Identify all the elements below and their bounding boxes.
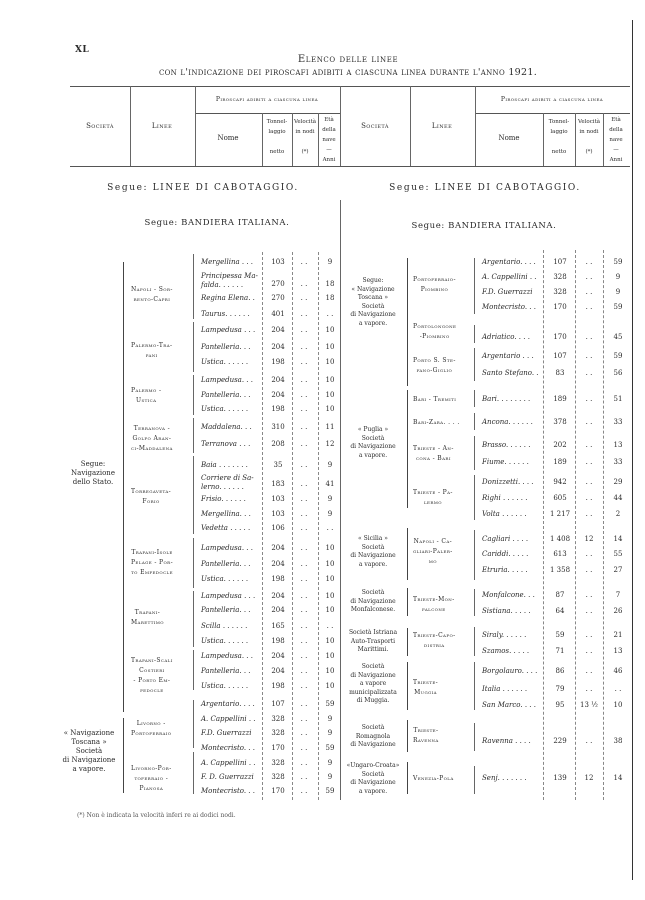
right-line-11: Trieste- Muggia xyxy=(413,679,439,696)
row-ton: 183 xyxy=(271,480,285,488)
row-ton: 204 xyxy=(271,667,285,675)
row-eta: 10 xyxy=(325,343,335,351)
row-name: Lampedusa . . . xyxy=(201,592,256,600)
row-vel: . . xyxy=(300,495,308,503)
row-name: F. D. Guerrazzi xyxy=(201,773,254,781)
row-vel: . . xyxy=(585,591,593,599)
row-eta: 13 xyxy=(613,441,623,449)
row-name: Ustica. . . . . . xyxy=(201,682,249,690)
row-name: Monfalcone. . . xyxy=(482,591,535,599)
header-nome: Nome xyxy=(217,134,239,142)
row-ton: 71 xyxy=(555,647,565,655)
row-vel: . . xyxy=(300,258,308,266)
row-ton: 170 xyxy=(553,303,567,311)
header-eta: Età della nave — Anni xyxy=(322,117,336,163)
row-ton: 1 408 xyxy=(549,535,571,543)
row-ton: 189 xyxy=(553,395,567,403)
row-name: Pantelleria. . . xyxy=(201,606,251,614)
row-name: Righi . . . . . . xyxy=(482,494,528,502)
row-vel: . . xyxy=(300,376,308,384)
row-name: Ustica. . . . . . xyxy=(201,405,249,413)
row-name: Pantelleria. . . xyxy=(201,391,251,399)
row-name: Frisio. . . . . . xyxy=(201,495,246,503)
row-vel: . . xyxy=(300,729,308,737)
row-ton: 204 xyxy=(271,592,285,600)
row-name: Cagliari . . . . xyxy=(482,535,529,543)
row-vel: . . xyxy=(585,510,593,518)
row-eta: 14 xyxy=(613,535,623,543)
row-name: Montecristo. . . xyxy=(482,303,536,311)
row-name: Ravenna . . . . xyxy=(482,737,531,745)
row-name: Lampedusa . . . xyxy=(201,326,256,334)
row-ton: 270 xyxy=(271,294,285,302)
row-vel: . . xyxy=(300,461,308,469)
row-vel: . . xyxy=(300,440,308,448)
right-line-5: Bari-Zara. . . . xyxy=(413,419,460,426)
row-vel: . . xyxy=(585,566,593,574)
row-vel: . . xyxy=(300,294,308,302)
row-name: Maddalena. . . xyxy=(201,423,252,431)
row-name: Bari. . . . . . . . xyxy=(482,395,531,403)
row-vel: . . xyxy=(300,524,308,532)
row-vel: . . xyxy=(300,667,308,675)
right-line-9: Trieste-Mon- falcone xyxy=(413,596,455,613)
right-society-5: Società Istriana Auto-Trasporti Marittimi. xyxy=(348,629,398,653)
right-society-1: Segue: « Navigazione Toscana » Società di Navigazione a vapore. xyxy=(350,277,396,327)
row-name: Cariddi. . . . . xyxy=(482,550,529,558)
row-vel: . . xyxy=(300,575,308,583)
row-name: Lampedusa. . . xyxy=(201,652,253,660)
row-vel: . . xyxy=(585,303,593,311)
right-group-rule xyxy=(475,113,630,114)
row-vel: . . xyxy=(300,787,308,795)
row-ton: 613 xyxy=(553,550,567,558)
row-eta: 9 xyxy=(327,729,333,737)
row-eta: 9 xyxy=(327,759,333,767)
row-vel: . . xyxy=(585,258,593,266)
row-ton: 328 xyxy=(271,729,285,737)
row-name: Taurus. . . . . . xyxy=(201,310,250,318)
row-name: Pantelleria. . . xyxy=(201,667,251,675)
row-name: Szamos. . . . . xyxy=(482,647,530,655)
row-ton: 204 xyxy=(271,391,285,399)
row-vel: . . xyxy=(300,622,308,630)
row-ton: 170 xyxy=(271,787,285,795)
row-ton: 204 xyxy=(271,606,285,614)
header-nome-right: Nome xyxy=(498,134,520,142)
row-ton: 328 xyxy=(271,715,285,723)
row-eta: 9 xyxy=(327,510,333,518)
row-name: Montecristo. . . xyxy=(201,787,255,795)
row-eta: 59 xyxy=(325,787,335,795)
row-ton: 204 xyxy=(271,343,285,351)
row-ton: 64 xyxy=(555,607,565,615)
right-line-3: Porto S. Ste- fano-Giglio xyxy=(413,357,456,374)
row-vel: . . xyxy=(300,637,308,645)
row-ton: 204 xyxy=(271,326,285,334)
row-ton: 170 xyxy=(271,744,285,752)
row-eta: 59 xyxy=(613,303,623,311)
right-society-7: Società Romagnola di Navigazione xyxy=(350,724,396,748)
right-line-4: Bari - Tremiti xyxy=(413,396,457,403)
row-vel: . . xyxy=(300,343,308,351)
row-vel: . . xyxy=(585,667,593,675)
row-vel: . . xyxy=(585,478,593,486)
right-society-4: Società di Navigazione Monfalconese. xyxy=(350,589,396,613)
row-eta: 21 xyxy=(613,631,623,639)
page-number: XL xyxy=(75,45,90,55)
row-name: Lampedusa. . . xyxy=(201,376,253,384)
left-line-5: Torregaveta- Forio xyxy=(131,488,172,505)
header-velocita: Velocità in nodi (*) xyxy=(293,119,317,155)
row-name: Adriatico. . . . xyxy=(482,333,530,341)
row-ton: 198 xyxy=(271,637,285,645)
left-line-4: Terranova - Golfo Aran- ci-Maddalena xyxy=(131,425,173,452)
row-eta: 44 xyxy=(613,494,623,502)
row-vel: . . xyxy=(585,494,593,502)
row-name: Brasso. . . . . . xyxy=(482,441,531,449)
header-group-right: Piroscafi adibiti a ciascuna linea xyxy=(500,96,604,103)
row-eta: 59 xyxy=(325,700,335,708)
row-eta: 45 xyxy=(613,333,623,341)
row-eta: 10 xyxy=(325,637,335,645)
row-ton: 198 xyxy=(271,405,285,413)
row-name: Scilla . . . . . . xyxy=(201,622,248,630)
row-ton: 103 xyxy=(271,495,285,503)
row-ton: 86 xyxy=(555,667,565,675)
header-top-rule xyxy=(70,86,630,87)
row-vel: . . xyxy=(300,310,308,318)
row-ton: 198 xyxy=(271,575,285,583)
row-ton: 270 xyxy=(271,280,285,288)
right-line-8: Napoli - Ca- gliari-Paler- mo xyxy=(413,538,453,565)
row-eta: 29 xyxy=(613,478,623,486)
row-ton: 328 xyxy=(271,759,285,767)
right-society-8: «Ungaro-Croata» Società di Navigazione a vapore. xyxy=(346,762,400,795)
row-ton: 170 xyxy=(553,333,567,341)
right-line-2: Portolongone -Piombino xyxy=(413,323,457,340)
row-name: Principessa Ma- falda. . . . . . xyxy=(201,272,258,289)
row-name: Montecristo. . . xyxy=(201,744,255,752)
row-ton: 83 xyxy=(555,369,565,377)
header-societa: Società xyxy=(86,122,114,130)
section-subheading-left: Segue: BANDIERA ITALIANA. xyxy=(144,218,290,228)
right-line-12: Trieste- Ravenna xyxy=(413,727,439,744)
row-vel: . . xyxy=(300,773,308,781)
row-ton: 208 xyxy=(271,440,285,448)
header-linee-right: Linee xyxy=(431,122,453,130)
header-linee: Linee xyxy=(151,122,173,130)
row-name: Senj. . . . . . . xyxy=(482,774,527,782)
right-line-10: Trieste-Capo- distria xyxy=(413,632,456,649)
row-ton: 87 xyxy=(555,591,565,599)
row-name: Terranova . . . xyxy=(201,440,251,448)
row-name: Sistiana. . . . . xyxy=(482,607,531,615)
left-society-2: « Navigazione Toscana » Società di Navigazione a vapore. xyxy=(62,729,116,773)
row-name: Argentario . . . xyxy=(482,352,534,360)
row-ton: 59 xyxy=(555,631,565,639)
row-eta: 10 xyxy=(325,560,335,568)
row-eta: 55 xyxy=(613,550,623,558)
left-line-3: Palermo - Ustica xyxy=(131,387,162,404)
row-ton: 942 xyxy=(553,478,567,486)
row-vel: . . xyxy=(300,652,308,660)
section-heading-right: Segue: LINEE DI CABOTAGGIO. xyxy=(389,183,581,193)
row-ton: 198 xyxy=(271,682,285,690)
row-eta: 10 xyxy=(325,682,335,690)
row-eta: 59 xyxy=(613,352,623,360)
row-ton: 106 xyxy=(271,524,285,532)
row-vel: . . xyxy=(300,423,308,431)
row-eta: 9 xyxy=(327,495,333,503)
row-eta: 10 xyxy=(325,405,335,413)
left-line-9: Livorno - Portoferraio xyxy=(131,720,172,737)
row-eta: 12 xyxy=(325,440,335,448)
row-vel: . . xyxy=(585,441,593,449)
row-ton: 229 xyxy=(553,737,567,745)
row-ton: 605 xyxy=(553,494,567,502)
row-ton: 328 xyxy=(553,288,567,296)
right-line-13: Venezia-Pola xyxy=(413,775,454,782)
row-vel: . . xyxy=(585,352,593,360)
row-name: Etruria. . . . . xyxy=(482,566,528,574)
row-ton: 204 xyxy=(271,652,285,660)
right-line-6: Trieste - An- cona - Bari xyxy=(413,445,454,462)
row-vel: . . xyxy=(585,550,593,558)
row-eta: 9 xyxy=(327,715,333,723)
row-eta: 33 xyxy=(613,458,623,466)
row-ton: 189 xyxy=(553,458,567,466)
row-name: Corriere di Sa- lerno. . . . . . xyxy=(201,474,254,491)
right-society-2: « Puglia » Società di Navigazione a vapore. xyxy=(350,426,396,459)
row-name: Santo Stefano. . xyxy=(482,369,539,377)
row-ton: 35 xyxy=(273,461,283,469)
section-heading-left: Segue: LINEE DI CABOTAGGIO. xyxy=(107,183,299,193)
row-ton: 204 xyxy=(271,544,285,552)
row-name: Fiume. . . . . . xyxy=(482,458,529,466)
row-vel: . . xyxy=(585,737,593,745)
row-eta: 10 xyxy=(325,358,335,366)
header-bottom-rule xyxy=(70,166,630,167)
row-ton: 107 xyxy=(553,352,567,360)
row-eta: 10 xyxy=(325,575,335,583)
row-vel: . . xyxy=(585,685,593,693)
row-ton: 328 xyxy=(553,273,567,281)
row-eta: 10 xyxy=(325,667,335,675)
row-vel: . . xyxy=(300,715,308,723)
row-vel: . . xyxy=(300,606,308,614)
row-vel: . . xyxy=(585,273,593,281)
row-eta: 9 xyxy=(327,773,333,781)
row-eta: 10 xyxy=(325,544,335,552)
row-eta: 10 xyxy=(325,606,335,614)
row-eta: 10 xyxy=(325,391,335,399)
row-vel: . . xyxy=(300,510,308,518)
row-eta: 11 xyxy=(325,423,335,431)
row-vel: 13 ½ xyxy=(580,701,598,709)
row-name: A. Cappellini . . xyxy=(201,715,256,723)
row-ton: 165 xyxy=(271,622,285,630)
row-name: A. Cappellini . . xyxy=(482,273,537,281)
row-name: Regina Elena. . xyxy=(201,294,255,302)
row-eta: 41 xyxy=(325,480,335,488)
row-vel: . . xyxy=(300,544,308,552)
row-vel: . . xyxy=(300,682,308,690)
row-vel: . . xyxy=(300,480,308,488)
row-ton: 328 xyxy=(271,773,285,781)
row-eta: 56 xyxy=(613,369,623,377)
row-name: Ustica. . . . . . xyxy=(201,358,249,366)
row-eta: 18 xyxy=(325,280,335,288)
row-eta: 7 xyxy=(615,591,621,599)
row-eta: 9 xyxy=(615,273,621,281)
row-eta: 26 xyxy=(613,607,623,615)
row-name: Argentario. . . . xyxy=(482,258,536,266)
row-ton: 107 xyxy=(553,258,567,266)
row-vel: . . xyxy=(585,607,593,615)
row-name: Volta . . . . . . xyxy=(482,510,527,518)
row-vel: . . xyxy=(585,395,593,403)
left-line-10: Livorno-Por- toferraio - Pianosa xyxy=(131,765,172,792)
header-velocita-right: Velocità in nodi (*) xyxy=(577,119,601,155)
section-subheading-right: Segue: BANDIERA ITALIANA. xyxy=(411,221,557,231)
row-eta: 13 xyxy=(613,647,623,655)
row-vel: . . xyxy=(585,333,593,341)
row-vel: . . xyxy=(585,418,593,426)
row-ton: 79 xyxy=(555,685,565,693)
row-vel: . . xyxy=(300,358,308,366)
row-name: Donizzetti. . . . xyxy=(482,478,534,486)
row-name: Mergellina. . . xyxy=(201,510,251,518)
row-name: Ancona. . . . . . xyxy=(482,418,533,426)
row-vel: . . xyxy=(300,405,308,413)
right-line-1: Portoferraio- Piombino xyxy=(413,276,456,293)
row-eta: 38 xyxy=(613,737,623,745)
row-vel: . . xyxy=(300,700,308,708)
left-line-8: Trapani-Scali Costieri - Porto Em- pedocle xyxy=(131,657,173,694)
row-name: Ustica. . . . . . xyxy=(201,575,249,583)
left-society-1: Segue: Navigazione dello Stato. xyxy=(71,460,115,486)
row-vel: . . xyxy=(300,391,308,399)
right-society-6: Società di Navigazione a vapore municipalizzata di Muggia. xyxy=(349,663,397,704)
row-eta: 2 xyxy=(615,510,621,518)
row-eta: . . xyxy=(326,310,334,318)
row-ton: 198 xyxy=(271,358,285,366)
row-name: Italia . . . . . . xyxy=(482,685,528,693)
row-eta: 27 xyxy=(613,566,623,574)
row-eta: 10 xyxy=(325,652,335,660)
row-ton: 310 xyxy=(271,423,285,431)
row-vel: 12 xyxy=(584,774,594,782)
header-tonnellaggio: Tonnel- laggio netto xyxy=(266,119,288,155)
row-name: Borgolauro. . . . xyxy=(482,667,538,675)
row-name: F.D. Guerrazzi xyxy=(482,288,533,296)
left-line-1: Napoli - Sor- rento-Capri xyxy=(131,286,173,303)
right-line-7: Trieste - Pa- lermo xyxy=(413,489,453,506)
row-ton: 1 358 xyxy=(549,566,571,574)
row-vel: . . xyxy=(585,647,593,655)
row-eta: 10 xyxy=(325,376,335,384)
row-vel: . . xyxy=(300,560,308,568)
header-group: Piroscafi adibiti a ciascuna linea xyxy=(215,96,319,103)
row-ton: 378 xyxy=(553,418,567,426)
row-eta: 9 xyxy=(327,461,333,469)
row-vel: . . xyxy=(585,631,593,639)
row-eta: . . xyxy=(326,524,334,532)
row-vel: . . xyxy=(300,326,308,334)
left-line-2: Palermo-Tra- pani xyxy=(131,342,173,359)
row-eta: 10 xyxy=(325,592,335,600)
row-ton: 202 xyxy=(553,441,567,449)
row-ton: 204 xyxy=(271,560,285,568)
row-vel: . . xyxy=(300,280,308,288)
header-eta-right: Età della nave — Anni xyxy=(609,117,623,163)
right-society-3: « Sicilia » Società di Navigazione a vapore. xyxy=(350,535,396,568)
page-title: Elenco delle linee xyxy=(297,54,399,65)
row-ton: 139 xyxy=(553,774,567,782)
row-eta: 9 xyxy=(327,258,333,266)
row-ton: 401 xyxy=(271,310,285,318)
header-tonnellaggio-right: Tonnel- laggio netto xyxy=(548,119,570,155)
row-vel: . . xyxy=(300,744,308,752)
row-vel: . . xyxy=(585,288,593,296)
row-name: Pantelleria. . . xyxy=(201,343,251,351)
row-name: Argentario. . . . xyxy=(201,700,255,708)
row-eta: . . xyxy=(326,622,334,630)
row-name: A. Cappellini . . xyxy=(201,759,256,767)
row-name: Lampedusa. . . xyxy=(201,544,253,552)
row-eta: 59 xyxy=(613,258,623,266)
row-ton: 1 217 xyxy=(549,510,571,518)
row-vel: . . xyxy=(585,369,593,377)
row-name: Vedetta . . . . . xyxy=(201,524,251,532)
row-ton: 107 xyxy=(271,700,285,708)
row-name: Baia . . . . . . . xyxy=(201,461,248,469)
row-eta: 14 xyxy=(613,774,623,782)
row-eta: 10 xyxy=(325,326,335,334)
row-ton: 103 xyxy=(271,510,285,518)
row-eta: 9 xyxy=(615,288,621,296)
row-eta: 18 xyxy=(325,294,335,302)
row-vel: 12 xyxy=(584,535,594,543)
page-subtitle: con l'indicazione dei piroscafi adibiti a ciascuna linea durante l'anno 1921. xyxy=(158,67,538,78)
row-ton: 204 xyxy=(271,376,285,384)
row-eta: 10 xyxy=(613,701,623,709)
row-eta: 59 xyxy=(325,744,335,752)
left-line-7: Trapani- Marettimo xyxy=(131,609,164,626)
row-vel: . . xyxy=(585,458,593,466)
row-vel: . . xyxy=(300,759,308,767)
row-name: Ustica. . . . . . xyxy=(201,637,249,645)
footnote: (*) Non è indicata la velocità inferi re ai dodici nodi. xyxy=(77,812,236,819)
row-vel: . . xyxy=(300,592,308,600)
row-name: San Marco. . . . xyxy=(482,701,536,709)
left-line-6: Trapani-Isole Pelage - Por- to Empedocle xyxy=(131,549,174,576)
header-societa-right: Società xyxy=(361,122,389,130)
row-eta: 33 xyxy=(613,418,623,426)
row-ton: 103 xyxy=(271,258,285,266)
row-ton: 95 xyxy=(555,701,565,709)
row-name: Mergellina . . . xyxy=(201,258,254,266)
row-eta: 46 xyxy=(613,667,623,675)
row-name: Siraly. . . . . . xyxy=(482,631,527,639)
row-name: Pantelleria. . . xyxy=(201,560,251,568)
row-name: F.D. Guerrazzi xyxy=(201,729,252,737)
row-eta: 51 xyxy=(613,395,623,403)
row-eta: . . xyxy=(614,685,622,693)
